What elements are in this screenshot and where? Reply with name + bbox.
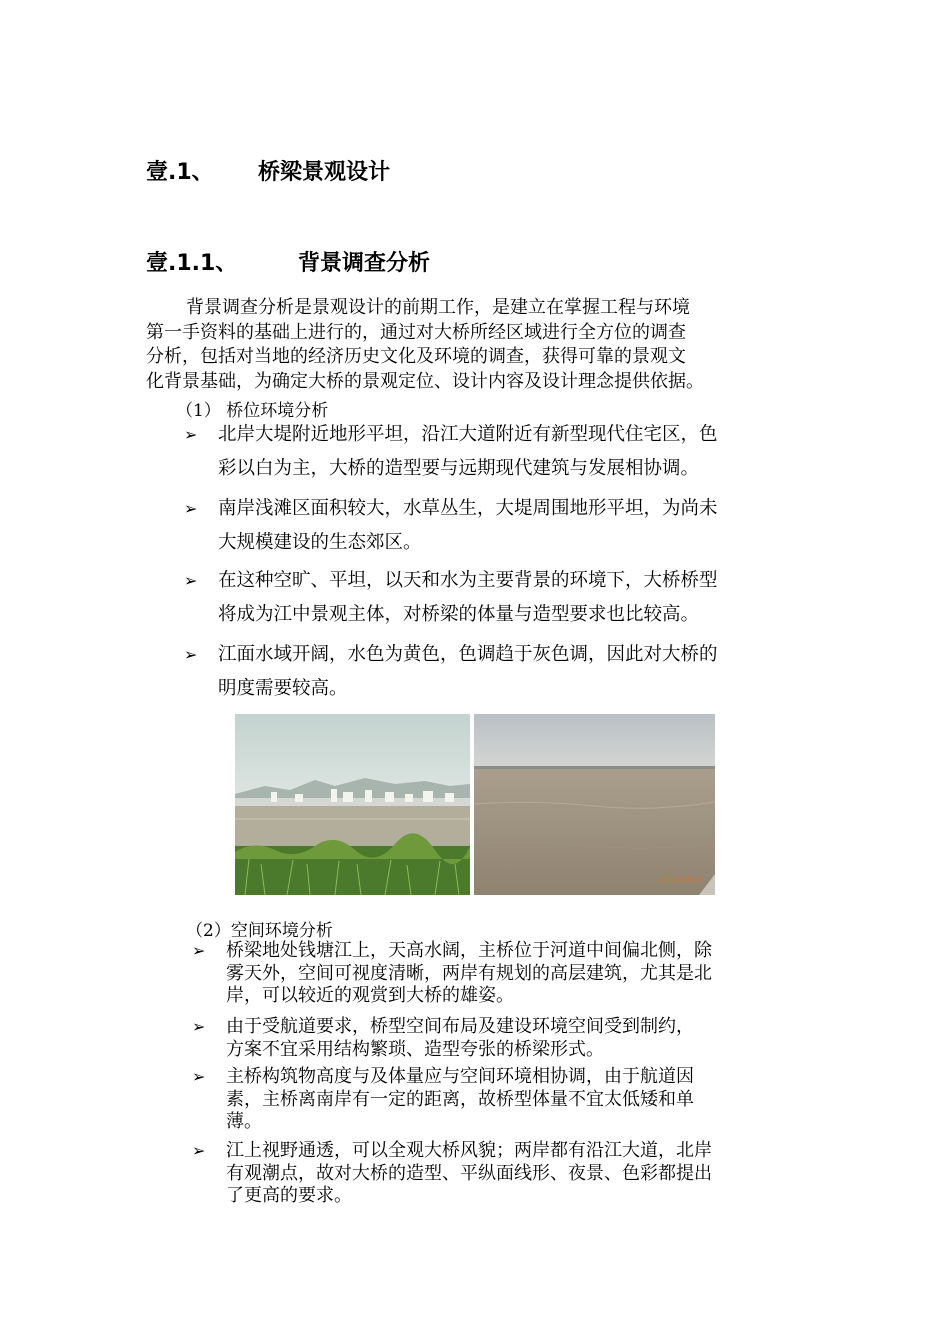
list-item-line: 将成为江中景观主体，对桥梁的体量与造型要求也比较高。 bbox=[218, 604, 700, 625]
list-item-line: 南岸浅滩区面积较大，水草丛生，大堤周围地形平坦，为尚未 bbox=[218, 498, 718, 519]
paragraph-line: 化背景基础，为确定大桥的景观定位、设计内容及设计理念提供依据。 bbox=[146, 370, 704, 392]
list-item-line: 方案不宜采用结构繁琐、造型夸张的桥梁形式。 bbox=[226, 1038, 604, 1060]
bullet-arrow-icon: ➢ bbox=[192, 1017, 206, 1036]
river-surface-photo bbox=[474, 714, 715, 895]
bullet-arrow-icon: ➢ bbox=[192, 941, 206, 960]
list-item-line: 大规模建设的生态郊区。 bbox=[218, 532, 422, 553]
bullet-arrow-icon: ➢ bbox=[192, 1141, 206, 1160]
bullet-arrow-icon: ➢ bbox=[184, 499, 198, 518]
north-bank-photo bbox=[235, 714, 470, 895]
list-item-line: 在这种空旷、平坦，以天和水为主要背景的环境下，大桥桥型 bbox=[218, 570, 718, 591]
bullet-arrow-icon: ➢ bbox=[184, 571, 198, 590]
photo-date-stamp: 2002/10/17 bbox=[660, 876, 703, 884]
list-item-line: 由于受航道要求，桥型空间布局及建设环境空间受到制约， bbox=[226, 1016, 694, 1037]
bullet-arrow-icon: ➢ bbox=[184, 425, 198, 444]
subsection-title-2: （2）空间环境分析 bbox=[186, 921, 333, 941]
list-item-line: 主桥构筑物高度与及体量应与空间环境相协调，由于航道因 bbox=[226, 1066, 694, 1087]
intro-paragraph bbox=[146, 296, 826, 394]
bullet-arrow-icon: ➢ bbox=[184, 645, 198, 664]
subsection-title-1: （1） 桥位环境分析 bbox=[176, 401, 329, 421]
paragraph-line: 分析，包括对当地的经济历史文化及环境的调查，获得可靠的景观文 bbox=[146, 346, 686, 367]
list-item-line: 岸，可以较近的观赏到大桥的雄姿。 bbox=[226, 985, 514, 1006]
paragraph-line: 背景调查分析是景观设计的前期工作，是建立在掌握工程与环境 bbox=[186, 297, 690, 318]
section-heading-1 bbox=[146, 155, 390, 186]
list-item-line: 北岸大堤附近地形平坦，沿江大道附近有新型现代住宅区，色 bbox=[218, 424, 718, 445]
list-item-line: 素，主桥离南岸有一定的距离，故桥型体量不宜太低矮和单 bbox=[226, 1088, 694, 1110]
list-item-line: 有观潮点，故对大桥的造型、平纵面线形、夜景、色彩都提出 bbox=[226, 1162, 712, 1184]
list-item-line: 薄。 bbox=[226, 1111, 262, 1132]
paragraph-line: 第一手资料的基础上进行的，通过对大桥所经区域进行全方位的调查 bbox=[146, 321, 686, 343]
section-heading-1-1 bbox=[146, 246, 430, 277]
list-item-line: 彩以白为主，大桥的造型要与远期现代建筑与发展相协调。 bbox=[218, 458, 700, 479]
list-item-line: 雾天外，空间可视度清晰，两岸有规划的高层建筑，尤其是北 bbox=[226, 962, 712, 984]
heading-number: 壹.1、 bbox=[146, 160, 214, 185]
heading-title: 背景调查分析 bbox=[298, 251, 431, 276]
heading-title: 桥梁景观设计 bbox=[258, 160, 391, 185]
list-item-line: 江面水域开阔，水色为黄色，色调趋于灰色调，因此对大桥的 bbox=[218, 644, 718, 665]
list-item-line: 桥梁地处钱塘江上，天高水阔，主桥位于河道中间偏北侧，除 bbox=[226, 940, 712, 961]
list-item-line: 明度需要较高。 bbox=[218, 678, 348, 699]
bullet-arrow-icon: ➢ bbox=[192, 1067, 206, 1086]
heading-number: 壹.1.1、 bbox=[146, 251, 238, 276]
list-item-line: 江上视野通透，可以全观大桥风貌；两岸都有沿江大道，北岸 bbox=[226, 1140, 712, 1161]
list-item-line: 了更高的要求。 bbox=[226, 1185, 352, 1206]
